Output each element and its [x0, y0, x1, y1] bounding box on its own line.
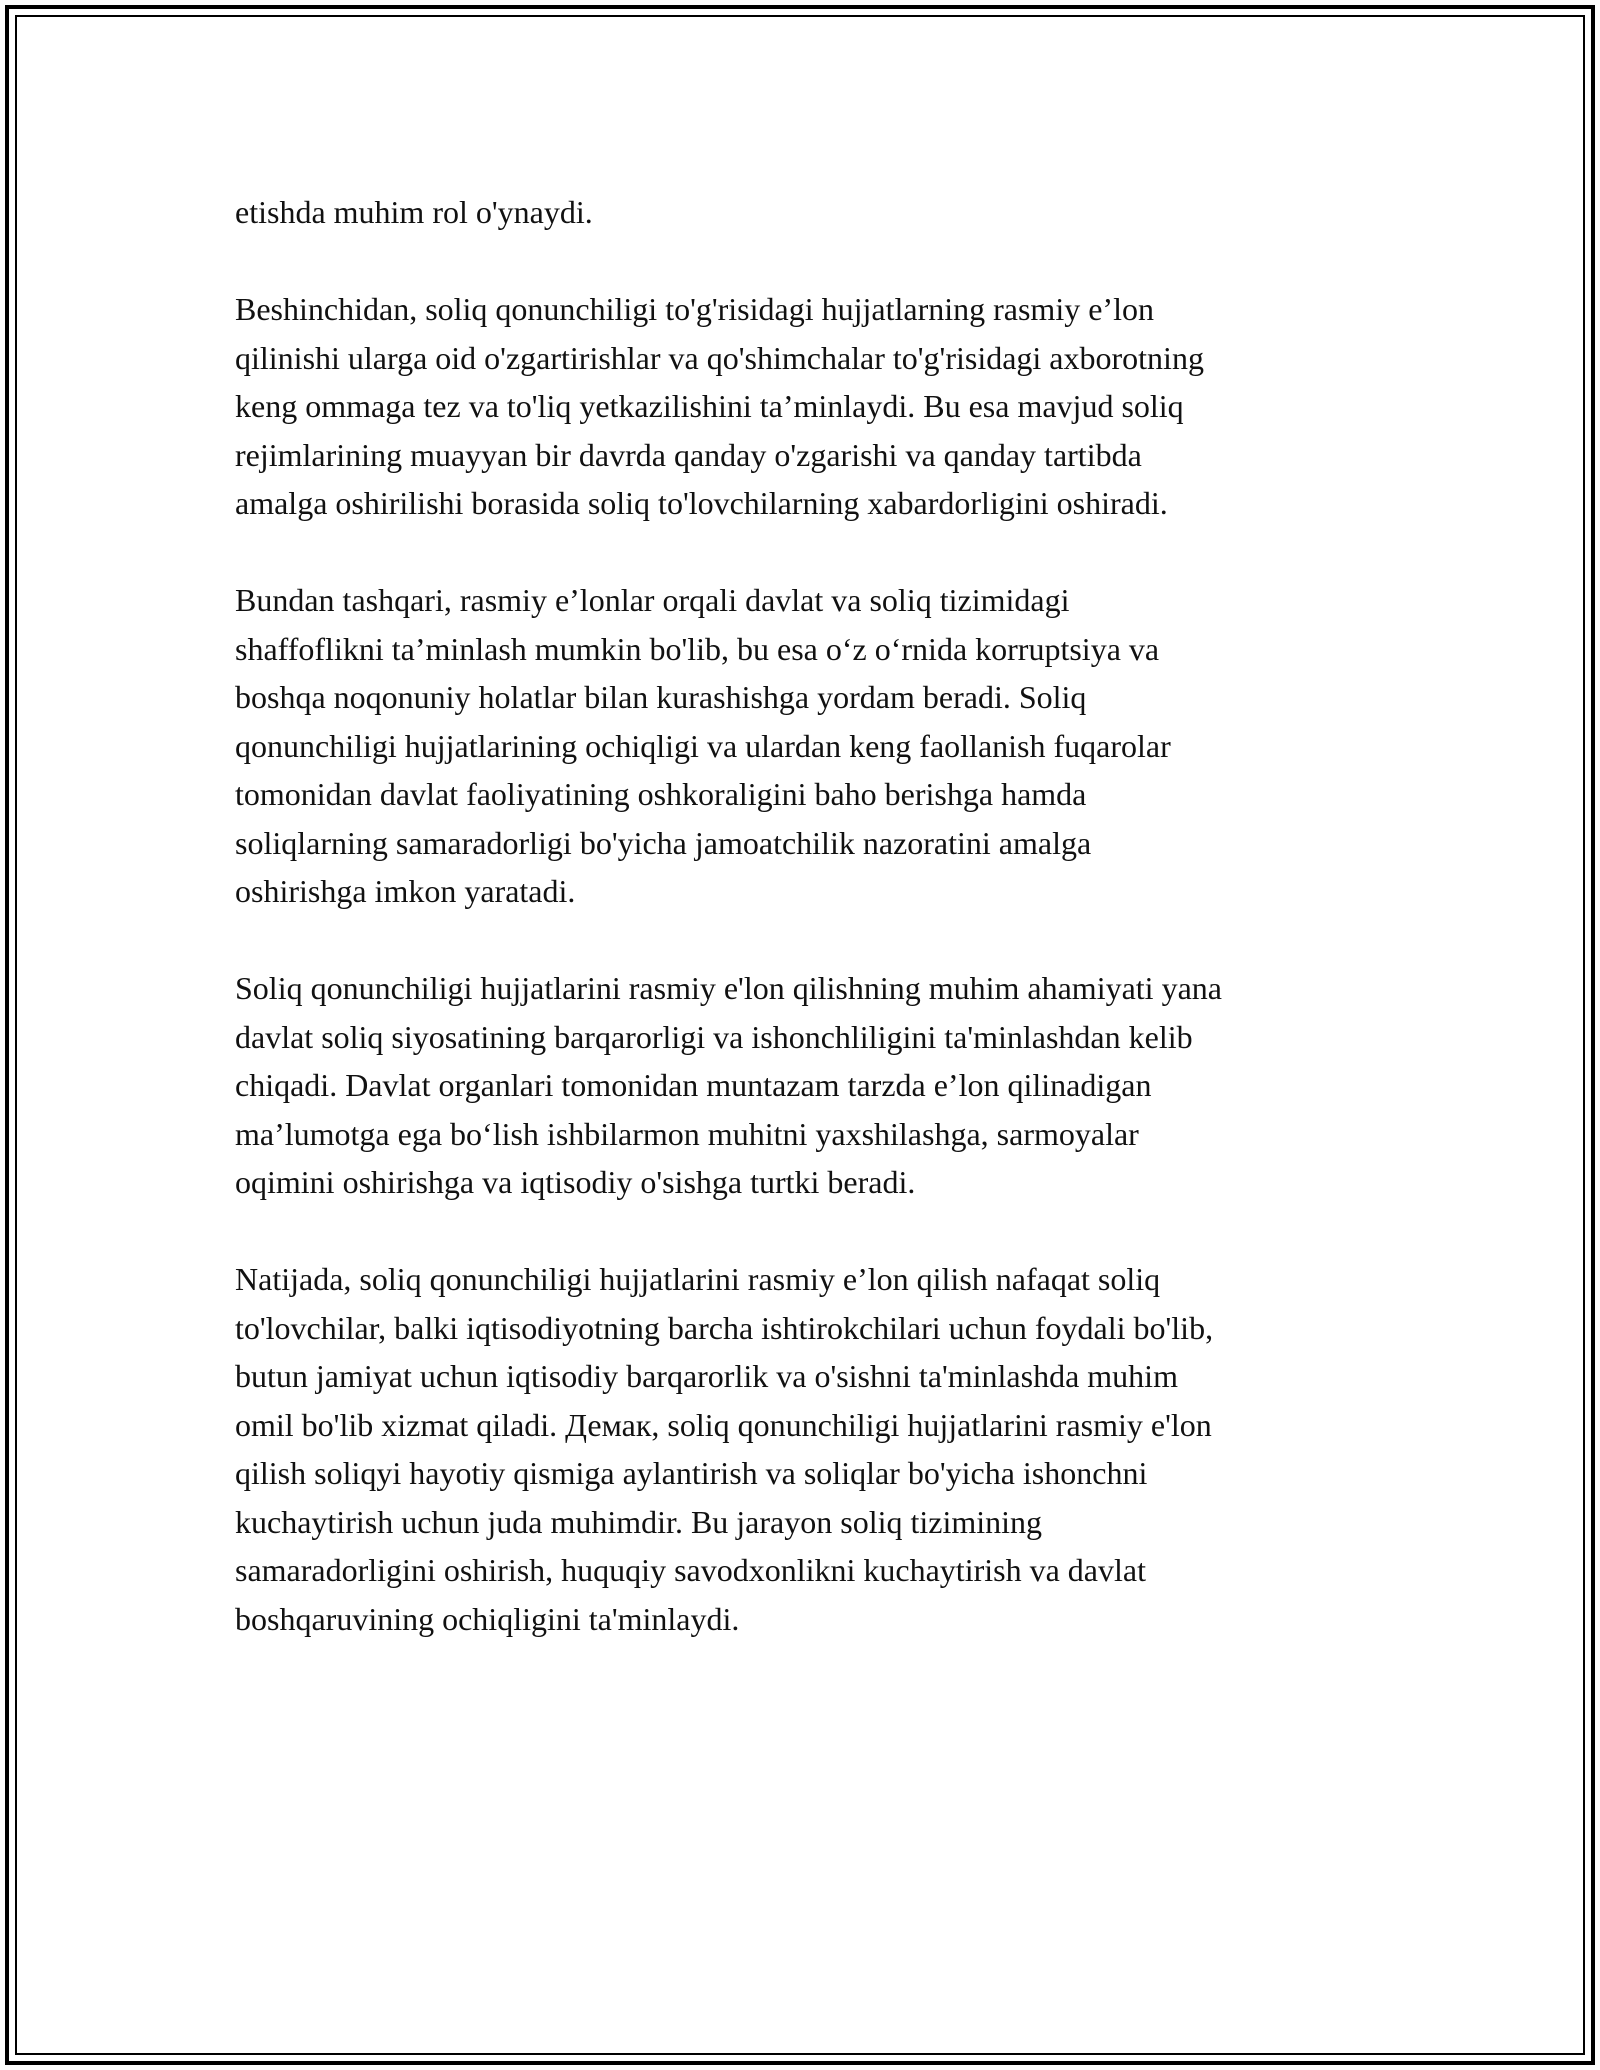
- text-line: samaradorligini oshirish, huquqiy savodxonlikni kuchaytirish va davlat: [235, 1552, 1146, 1588]
- text-line: qonunchiligi hujjatlarining ochiqligi va ulardan keng faollanish fuqarolar: [235, 727, 1171, 764]
- text-line: shaffoflikni ta’minlash mumkin bo'lib, bu esa o‘z o‘rnida korruptsiya va: [235, 630, 1160, 667]
- text-line: soliqlarning samaradorligi bo'yicha jamoatchilik nazoratini amalga: [235, 824, 1092, 861]
- text-line: qilinishi ularga oid o'zgartirishlar va qo'shimchalar to'g'risidagi axborotning: [235, 339, 1204, 376]
- text-line: to'lovchilar, balki iqtisodiyotning barcha ishtirokchilari uchun foydali bo'lib,: [235, 1309, 1214, 1346]
- text-line: ma’lumotga ega bo‘lish ishbilarmon muhitni yaxshilashga, sarmoyalar: [235, 1115, 1139, 1152]
- text-line: chiqadi. Davlat organlari tomonidan muntazam tarzda e’lon qilinadigan: [235, 1067, 1152, 1103]
- text-line: qilish soliqyi hayotiy qismiga aylantirish va soliqlar bo'yicha ishonchni: [235, 1455, 1148, 1491]
- paragraph-2: [235, 285, 1385, 528]
- paragraph-1: [235, 188, 1385, 237]
- paragraph-3: [235, 576, 1385, 916]
- text-line: boshqa noqonuniy holatlar bilan kurashishga yordam beradi. Soliq: [235, 679, 1087, 715]
- text-line: Natijada, soliq qonunchiligi hujjatlarini rasmiy e’lon qilish nafaqat soliq: [235, 1261, 1161, 1297]
- text-line: oshirishga imkon yaratadi.: [235, 873, 576, 909]
- text-line: butun jamiyat uchun iqtisodiy barqarorlik va o'sishni ta'minlashda muhim: [235, 1358, 1178, 1394]
- text-line: etishda muhim rol o'ynaydi.: [235, 194, 593, 230]
- text-line: Bundan tashqari, rasmiy e’lonlar orqali davlat va soliq tizimidagi: [235, 582, 1070, 618]
- paragraph-4: [235, 964, 1385, 1207]
- text-line: davlat soliq siyosatining barqarorligi va ishonchliligini ta'minlashdan kelib: [235, 1018, 1193, 1055]
- text-line: tomonidan davlat faoliyatining oshkoraligini baho berishga hamda: [235, 776, 1087, 812]
- text-line: Beshinchidan, soliq qonunchiligi to'g'risidagi hujjatlarning rasmiy e’lon: [235, 291, 1154, 327]
- text-line: rejimlarining muayyan bir davrda qanday o'zgarishi va qanday tartibda: [235, 436, 1142, 473]
- text-line: oqimini oshirishga va iqtisodiy o'sishga turtki beradi.: [235, 1164, 916, 1200]
- text-line: kuchaytirish uchun juda muhimdir. Bu jarayon soliq tizimining: [235, 1503, 1043, 1540]
- document-body: [235, 188, 1385, 1692]
- text-line: Soliq qonunchiligi hujjatlarini rasmiy e'lon qilishning muhim ahamiyati yana: [235, 970, 1222, 1006]
- text-line: amalga oshirilishi borasida soliq to'lovchilarning xabardorligini oshiradi.: [235, 485, 1168, 521]
- text-line: omil bo'lib xizmat qiladi. Демак, soliq qonunchiligi hujjatlarini rasmiy e'lon: [235, 1406, 1212, 1443]
- paragraph-5: [235, 1255, 1385, 1643]
- text-line: keng ommaga tez va to'liq yetkazilishini ta’minlaydi. Bu esa mavjud soliq: [235, 388, 1184, 424]
- text-line: boshqaruvining ochiqligini ta'minlaydi.: [235, 1600, 740, 1637]
